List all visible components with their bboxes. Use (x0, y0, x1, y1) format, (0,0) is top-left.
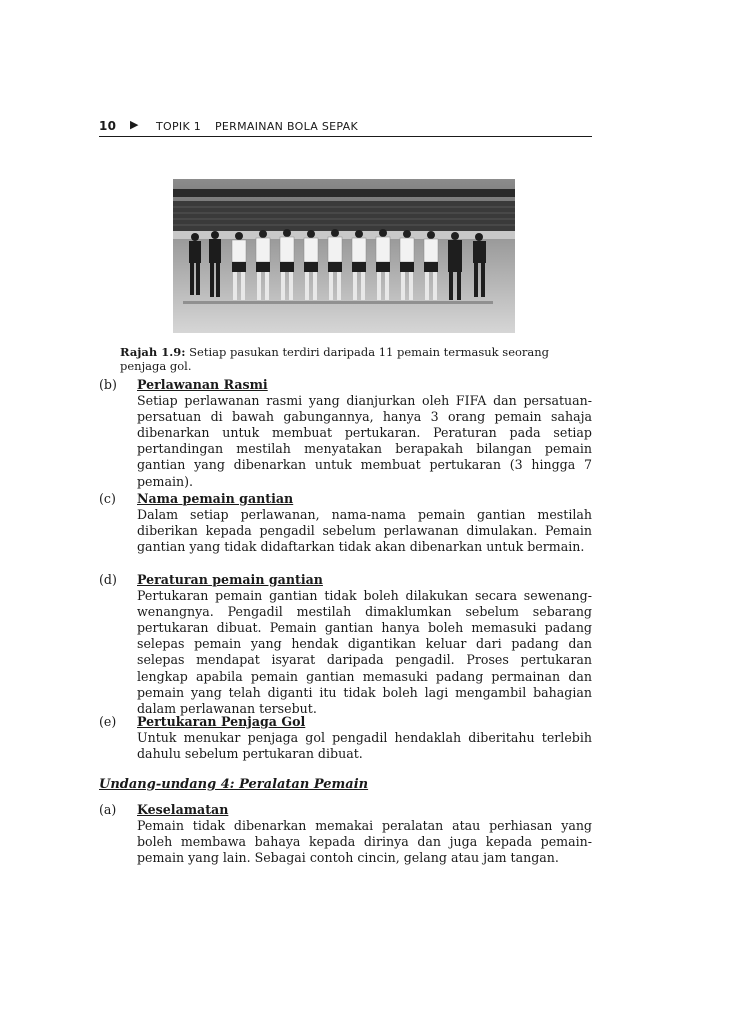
team-photo (173, 179, 515, 333)
item-letter: (b) (99, 377, 117, 392)
list-item (99, 377, 592, 490)
page-number: 10 (99, 119, 117, 133)
item-letter: (e) (99, 714, 117, 729)
chapter-title: PERMAINAN BOLA SEPAK (215, 120, 358, 133)
caption-label: Rajah 1.9: (120, 345, 186, 359)
item-text: Untuk menukar penjaga gol pengadil hendaklah diberitahu terlebih dahulu sebelum pertukaran dibuat. (137, 730, 592, 762)
arrow-right-icon: ▶ (130, 118, 139, 131)
item-heading: Pertukaran Penjaga Gol (137, 714, 306, 729)
item-heading: Perlawanan Rasmi (137, 377, 268, 392)
list-item (99, 714, 592, 762)
section-heading: Undang-undang 4: Peralatan Pemain (99, 777, 369, 792)
caption-text: Setiap pasukan terdiri daripada 11 pemain termasuk seorang penjaga gol. (120, 345, 550, 373)
item-text: Pemain tidak dibenarkan memakai peralatan atau perhiasan yang boleh membawa bahaya kepada dirinya dan juga kepada pemain-pemain yang lain. Sebagai contoh cincin, gelang atau jam tangan. (137, 818, 592, 866)
running-header (99, 118, 592, 137)
item-letter: (a) (99, 802, 117, 817)
item-text: Setiap perlawanan rasmi yang dianjurkan oleh FIFA dan persatuan-persatuan di bawah gabungannya, hanya 3 orang pemain sahaja dibenarkan untuk membuat pertukaran. Peraturan pada setiap pertandingan mestilah menyatakan berapakah bilangan pemain gantian yang dibenarkan untuk membuat pertukaran (3 hingga 7 pemain). (137, 393, 592, 489)
list-item (99, 572, 592, 717)
item-letter: (c) (99, 491, 116, 506)
topic-label: TOPIK 1 (156, 120, 202, 133)
item-heading: Keselamatan (137, 802, 229, 817)
item-text: Pertukaran pemain gantian tidak boleh dilakukan secara sewenang-wenangnya. Pengadil mestilah dimaklumkan sebelum sebarang pertukaran dibuat. Pemain gantian hanya boleh memasuki padang selepas pemain yang hendak digantikan keluar dari padang dan selepas mendapat isyarat daripada pengadil. Proses pertukaran lengkap apabila pemain gantian memasuki padang permainan dan pemain yang telah diganti itu tidak boleh lagi mengambil bahagian dalam perlawanan tersebut. (137, 588, 592, 716)
list-item (99, 491, 592, 555)
item-letter: (d) (99, 572, 117, 587)
figure-caption (120, 345, 590, 373)
item-heading: Nama pemain gantian (137, 491, 294, 506)
team-photo-graphic (173, 179, 515, 333)
list-item (99, 802, 592, 866)
item-heading: Peraturan pemain gantian (137, 572, 323, 587)
item-text: Dalam setiap perlawanan, nama-nama pemain gantian mestilah diberikan kepada pengadil sebelum perlawanan dimulakan. Pemain gantian yang tidak didaftarkan tidak akan dibenarkan untuk bermain. (137, 507, 592, 555)
